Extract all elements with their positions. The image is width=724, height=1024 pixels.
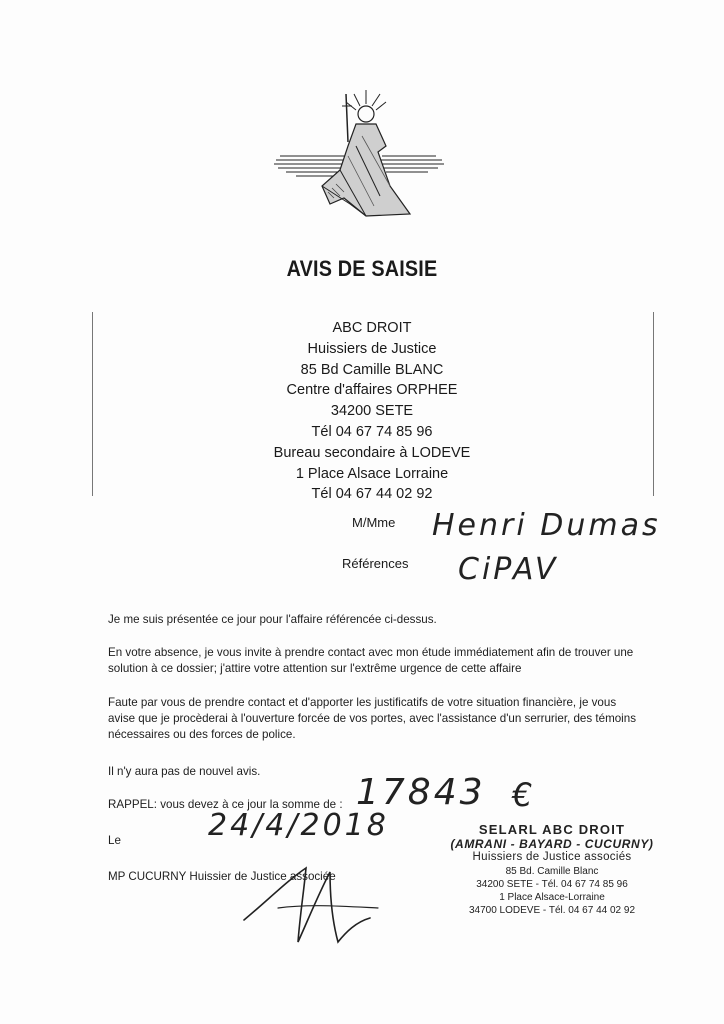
recipient-name-handwritten: Henri Dumas: [432, 508, 661, 543]
company-stamp: [432, 822, 672, 917]
stamp-line: 34200 SETE - Tél. 04 67 74 85 96: [476, 879, 628, 890]
office-line: 1 Place Alsace Lorraine: [295, 465, 449, 482]
currency-handwritten: €: [512, 776, 536, 814]
office-address: [92, 318, 652, 505]
recipient-name-label: M/Mme: [352, 515, 396, 530]
paragraph-presence: Je me suis présentée ce jour pour l'affaire référencée ci-dessus.: [108, 613, 437, 626]
stamp-line: 85 Bd. Camille Blanc: [505, 866, 599, 877]
stamp-partners: (AMRANI - BAYARD - CUCURNY): [450, 837, 654, 851]
signatory-line: MP CUCURNY Huissier de Justice associée: [108, 870, 336, 883]
paragraph-absence-line2: solution à ce dossier; j'attire votre attention sur l'extrême urgence de cette affaire: [108, 662, 522, 675]
stamp-role: Huissiers de Justice associés: [472, 851, 632, 863]
justice-emblem-logo: [270, 86, 450, 222]
stamp-company-name: SELARL ABC DROIT: [478, 822, 626, 837]
date-handwritten: 24/4/2018: [208, 808, 389, 843]
paragraph-absence-line1: En votre absence, je vous invite à prendre contact avec mon étude immédiatement afin de trouver une: [108, 646, 634, 659]
paragraph-warning-line2: avise que je procèderai à l'ouverture forcée de vos portes, avec l'assistance d'un serrurier, des témoins: [108, 712, 636, 725]
reminder-amount-handwritten: 17843: [356, 772, 486, 813]
office-line: ABC DROIT: [332, 320, 412, 336]
office-line: Tél 04 67 44 02 92: [311, 486, 433, 503]
office-line: Bureau secondaire à LODEVE: [273, 444, 471, 461]
office-line: Huissiers de Justice: [307, 340, 437, 357]
paragraph-warning-line3: nécessaires ou des forces de police.: [108, 728, 296, 741]
references-handwritten: CiPAV: [458, 552, 559, 587]
stamp-line: 34700 LODEVE - Tél. 04 67 44 02 92: [468, 905, 636, 916]
stamp-line: 1 Place Alsace-Lorraine: [499, 892, 605, 903]
office-line: Centre d'affaires ORPHEE: [286, 382, 458, 399]
reminder-label: RAPPEL: vous devez à ce jour la somme de :: [108, 798, 343, 811]
office-line: 85 Bd Camille BLANC: [300, 361, 444, 378]
references-label: Références: [342, 556, 409, 571]
paragraph-warning-line1: Faute par vous de prendre contact et d'apporter les justificatifs de votre situation financière, je vous: [108, 696, 617, 709]
date-label: Le: [108, 834, 121, 847]
signature-image: [238, 860, 388, 950]
office-line: Tél 04 67 74 85 96: [311, 423, 433, 440]
office-line: 34200 SETE: [330, 403, 414, 420]
document-title: AVIS DE SAISIE: [286, 256, 438, 281]
no-further-notice: Il n'y aura pas de nouvel avis.: [108, 765, 261, 778]
